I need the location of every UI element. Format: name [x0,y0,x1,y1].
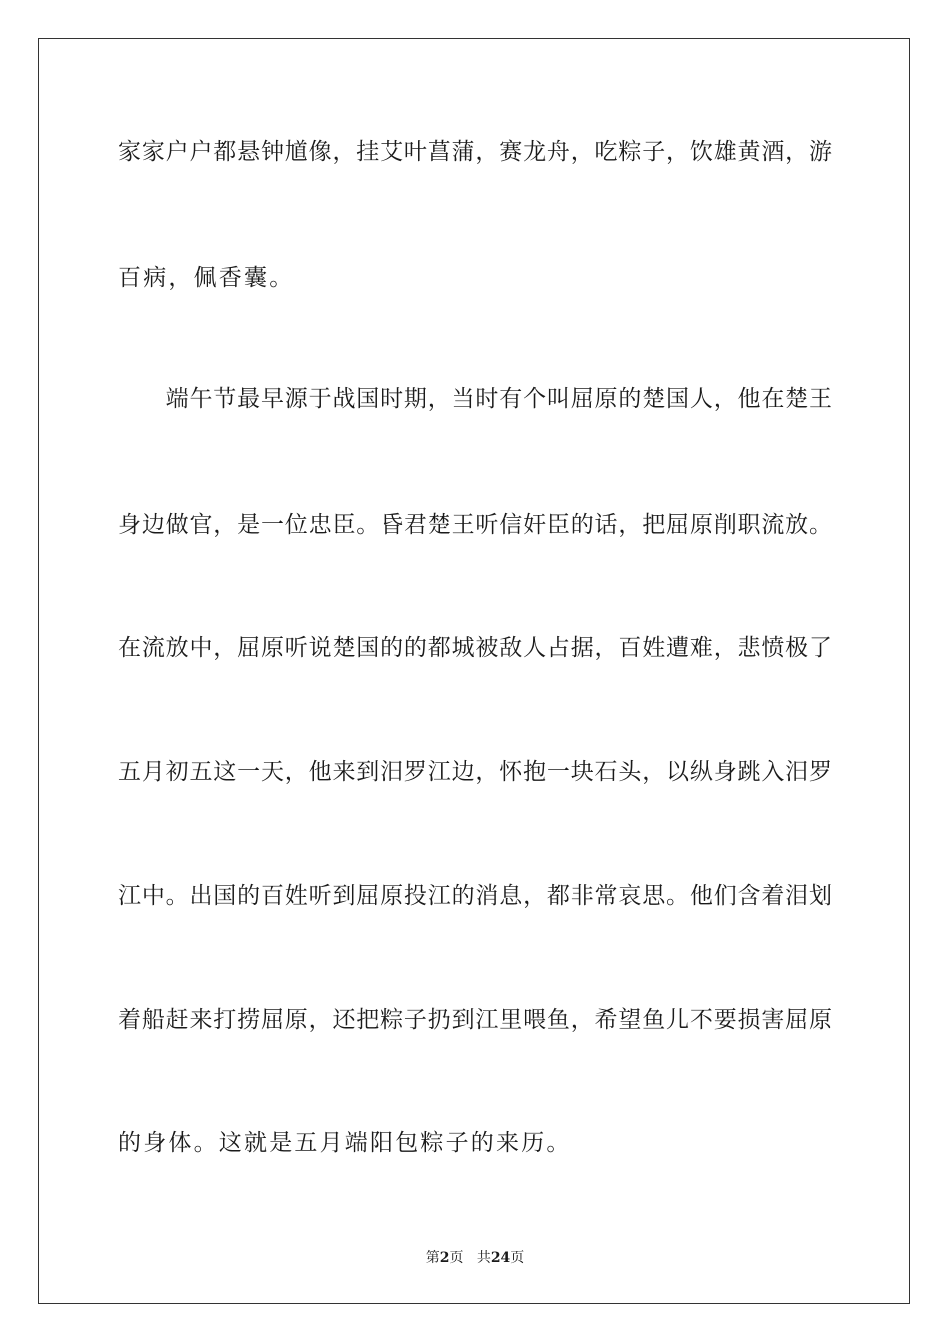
page-number: 2 [439,1250,450,1266]
paragraph-line-8: 着船赶来打捞屈原，还把粽子扔到江里喂鱼，希望鱼儿不要损害屈原 [118,1007,832,1033]
paragraph-line-1: 家家户户都悬钟馗像，挂艾叶菖蒲，赛龙舟，吃粽子，饮雄黄酒，游 [118,139,832,165]
total-prefix: 共 [476,1250,491,1266]
paragraph-line-7: 江中。出国的百姓听到屈原投江的消息，都非常哀思。他们含着泪划 [118,883,832,909]
paragraph-line-2: 百病，佩香囊。 [118,265,295,291]
paragraph-line-6: 五月初五这一天，他来到汨罗江边，怀抱一块石头，以纵身跳入汨罗 [118,759,832,785]
paragraph-line-5: 在流放中，屈原听说楚国的的都城被敌人占据，百姓遭难，悲愤极了 [118,635,832,661]
page-footer [0,1247,950,1267]
paragraph-line-3: 端午节最早源于战国时期，当时有个叫屈原的楚国人，他在楚王 [118,386,832,412]
total-pages: 24 [490,1250,511,1266]
page-prefix: 第 [425,1250,440,1266]
page-suffix: 页 [449,1250,464,1266]
total-suffix: 页 [510,1250,525,1266]
paragraph-line-4: 身边做官，是一位忠臣。昏君楚王听信奸臣的话，把屈原削职流放。 [118,512,832,538]
page-border [38,38,910,1304]
paragraph-line-9: 的身体。这就是五月端阳包粽子的来历。 [118,1130,572,1156]
